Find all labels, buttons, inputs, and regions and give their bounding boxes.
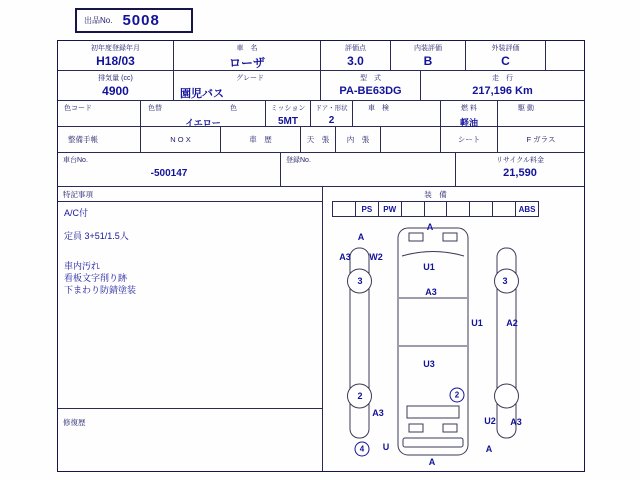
damage-code: U2 xyxy=(484,416,496,426)
recycle-fee-value: 21,590 xyxy=(503,167,537,179)
cell-transmission xyxy=(266,101,311,126)
lot-number-box xyxy=(75,8,193,33)
model-code-value: PA-BE63DG xyxy=(339,85,402,97)
vehicle-diagram xyxy=(325,218,583,463)
cell-empty xyxy=(546,41,584,70)
transmission-value: 5MT xyxy=(278,116,298,127)
cell-interior-grade xyxy=(391,41,466,70)
cell-maintenance-book xyxy=(58,127,141,152)
door-lining-label: 内 張 xyxy=(346,135,370,144)
cell-exterior-grade xyxy=(466,41,546,70)
damage-code: A xyxy=(357,232,365,242)
rear-lamp-right xyxy=(443,424,457,432)
doors-label: ドア・形状 xyxy=(315,105,348,112)
cell-car-name xyxy=(174,41,321,70)
color-code-label: 色コード xyxy=(64,105,92,112)
windshield-line xyxy=(402,252,464,257)
damage-code: 4 xyxy=(355,442,370,457)
damage-code: A3 xyxy=(339,252,351,262)
cell-headliner xyxy=(301,127,336,152)
damage-code: A3 xyxy=(372,408,384,418)
cell-model-code xyxy=(321,71,421,100)
row-condition xyxy=(58,127,584,153)
equipment-cell xyxy=(333,202,356,216)
nox-label: N O X xyxy=(170,135,191,144)
fuel-label: 燃 料 xyxy=(461,105,477,112)
color-labels xyxy=(141,101,265,113)
notes-label: 特記事項 xyxy=(63,189,93,199)
notes-header xyxy=(58,187,322,202)
cell-empty-2 xyxy=(381,127,441,152)
recycle-fee-label: リサイクル料金 xyxy=(495,157,545,164)
equipment-grid xyxy=(332,201,539,217)
damage-code: A3 xyxy=(425,287,437,297)
first-registration-label: 初年度登録年月 xyxy=(91,45,140,52)
maintenance-book-label: 整備手帳 xyxy=(68,135,98,144)
damage-code: W2 xyxy=(369,252,383,262)
note-item: 下まわり防錆塗装 xyxy=(64,285,137,295)
equipment-label: 装 備 xyxy=(424,190,447,199)
roof-hatch-right xyxy=(443,233,457,241)
registration-no-label: 登録No. xyxy=(286,157,311,164)
score-value: 3.0 xyxy=(347,54,364,68)
damage-code: U1 xyxy=(471,318,483,328)
interior-grade-value: B xyxy=(423,54,433,68)
displacement-label: 排気量 (cc) xyxy=(98,75,133,82)
score-label: 評価点 xyxy=(345,45,366,52)
cell-chassis-no xyxy=(58,153,281,186)
cell-doors xyxy=(311,101,353,126)
damage-code: A xyxy=(485,444,493,454)
doors-value: 2 xyxy=(328,115,335,126)
row-registration xyxy=(58,41,584,71)
note-item: 看板文字削り跡 xyxy=(64,273,128,283)
damage-code: A3 xyxy=(510,417,522,427)
grade-label: グレード xyxy=(236,75,264,82)
color-value: イエロー xyxy=(185,118,221,128)
cell-color-code xyxy=(58,101,141,126)
exterior-grade-label: 外装評価 xyxy=(491,45,520,52)
damage-code: A xyxy=(428,457,436,467)
color-change-label: 色替 xyxy=(148,105,162,112)
cell-inspection xyxy=(353,101,441,126)
equipment-cell: PS xyxy=(356,202,379,216)
cell-registration-no xyxy=(281,153,456,186)
damage-code: 3 xyxy=(502,276,508,286)
front-right-wheel xyxy=(495,269,519,293)
lot-number-value: 5008 xyxy=(122,12,160,29)
repair-history-section xyxy=(58,408,322,430)
cell-color xyxy=(141,101,266,126)
cell-mileage xyxy=(421,71,584,100)
note-item: 車内汚れ xyxy=(64,261,101,271)
equipment-cell xyxy=(470,202,493,216)
lot-number-label: 出品No. xyxy=(84,16,113,25)
chassis-no-value: -500147 xyxy=(150,168,188,179)
interior-grade-label: 内装評価 xyxy=(414,45,442,52)
equipment-cell: ABS xyxy=(518,204,536,214)
damage-code: A2 xyxy=(506,318,518,328)
cell-history xyxy=(221,127,301,152)
cell-recycle-fee xyxy=(456,153,584,186)
mileage-label: 走 行 xyxy=(492,75,513,82)
car-name-value: ローザ xyxy=(228,56,265,70)
damage-code: 2 xyxy=(450,388,465,403)
headliner-label: 天 張 xyxy=(306,135,330,144)
damage-code: A xyxy=(426,222,434,232)
rear-right-wheel xyxy=(495,384,519,408)
equipment-cell xyxy=(425,202,448,216)
exterior-grade-value: C xyxy=(501,54,510,68)
repair-history-label: 修復歴 xyxy=(63,418,86,427)
damage-code: U3 xyxy=(423,359,435,369)
notes-list xyxy=(58,207,322,296)
fuel-value: 軽油 xyxy=(459,118,478,128)
bus-body-outline xyxy=(398,228,468,455)
note-item: 定員 3+51/1.5人 xyxy=(64,231,129,241)
chassis-no-label: 車台No. xyxy=(63,157,88,164)
color-label: 色 xyxy=(230,105,237,112)
note-item: A/C付 xyxy=(64,208,89,218)
cell-door-lining xyxy=(336,127,381,152)
equipment-cell: PW xyxy=(379,202,402,216)
damage-code: 2 xyxy=(357,391,363,401)
first-registration-value: H18/03 xyxy=(96,54,135,68)
grade-value: 園児バス xyxy=(180,88,224,100)
notes-section xyxy=(58,187,323,471)
cell-fuel xyxy=(441,101,498,126)
car-name-label: 車 名 xyxy=(236,45,258,52)
cell-seat xyxy=(441,127,498,152)
cell-nox xyxy=(141,127,221,152)
rear-lamp-left xyxy=(409,424,423,432)
model-code-label: 型 式 xyxy=(360,75,381,82)
cell-drive xyxy=(498,101,584,126)
equipment-cell xyxy=(493,202,516,216)
front-left-wheel xyxy=(348,269,372,293)
cell-first-registration xyxy=(58,41,174,70)
rear-left-wheel xyxy=(348,384,372,408)
roof-hatch-left xyxy=(409,233,423,241)
transmission-label: ミッション xyxy=(270,105,306,112)
row-engine xyxy=(58,71,584,101)
seat-label: シート xyxy=(457,135,481,144)
cell-front-glass xyxy=(498,127,584,152)
row-color xyxy=(58,101,584,127)
damage-code: U1 xyxy=(423,262,435,272)
row-identification xyxy=(58,153,584,187)
rear-bumper xyxy=(403,438,463,447)
damage-code: 3 xyxy=(357,276,363,286)
drive-label: 駆 動 xyxy=(518,105,534,112)
cell-score xyxy=(321,41,391,70)
history-label: 車 歴 xyxy=(249,135,272,144)
mileage-value: 217,196 Km xyxy=(472,85,533,97)
displacement-value: 4900 xyxy=(102,84,129,98)
equipment-cell xyxy=(402,202,425,216)
equipment-cell xyxy=(447,202,470,216)
damage-code: U xyxy=(382,442,390,452)
rear-window xyxy=(407,406,459,418)
front-glass-label: F ガラス xyxy=(526,135,556,144)
inspection-label: 車 検 xyxy=(368,105,389,112)
cell-displacement xyxy=(58,71,174,100)
cell-grade xyxy=(174,71,321,100)
